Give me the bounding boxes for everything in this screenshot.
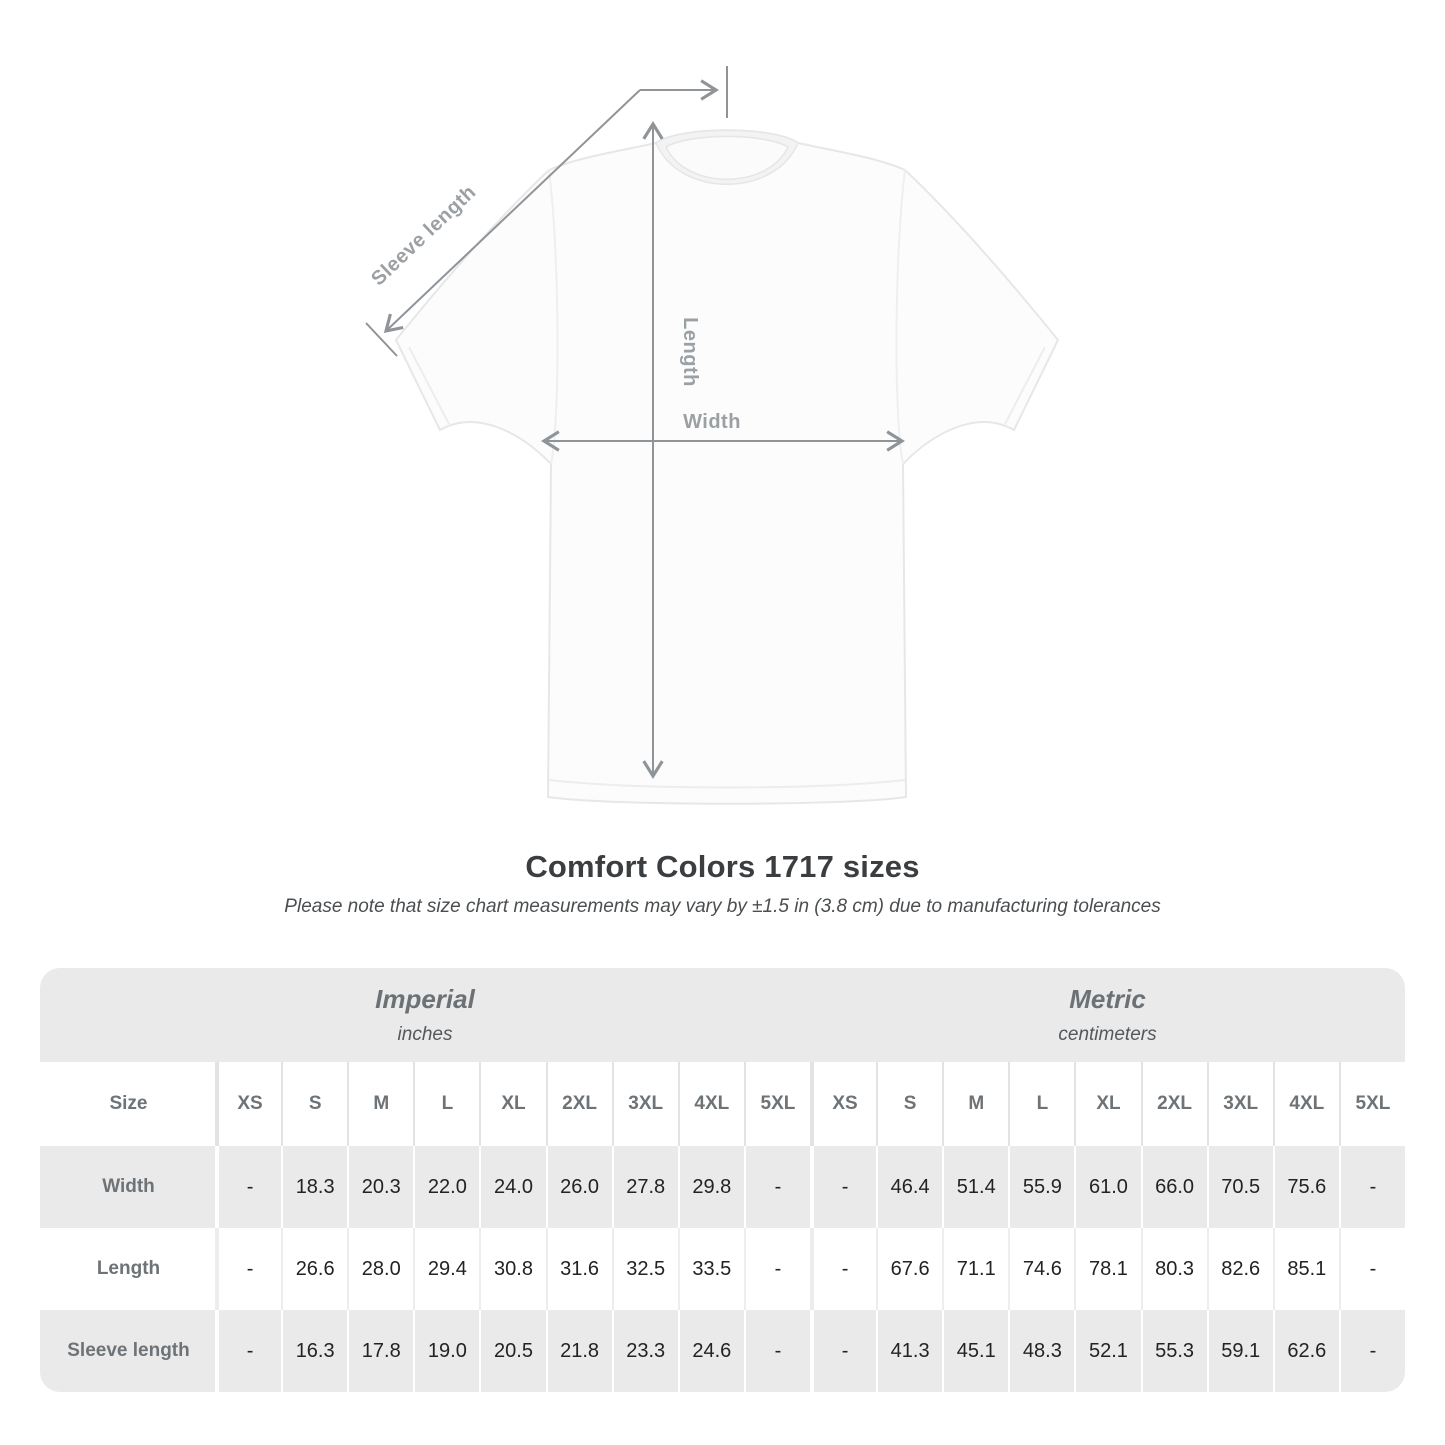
value-cell: 70.5: [1207, 1146, 1273, 1228]
size-header-M: M: [347, 1062, 413, 1146]
unit-group-label: Imperial: [375, 984, 475, 1014]
size-header-4XL: 4XL: [1273, 1062, 1339, 1146]
size-header-row: [40, 1062, 1405, 1146]
value-cell: 46.4: [876, 1146, 942, 1228]
value-cell: -: [810, 1228, 876, 1310]
table-row: [40, 1146, 1405, 1228]
value-cell: 52.1: [1074, 1310, 1140, 1392]
value-cell: -: [744, 1228, 810, 1310]
size-header-2XL: 2XL: [546, 1062, 612, 1146]
value-cell: 29.8: [678, 1146, 744, 1228]
value-cell: 19.0: [413, 1310, 479, 1392]
value-cell: 23.3: [612, 1310, 678, 1392]
unit-group-sublabel: inches: [397, 1024, 453, 1045]
size-header-S: S: [876, 1062, 942, 1146]
value-cell: 20.5: [479, 1310, 545, 1392]
value-cell: 33.5: [678, 1228, 744, 1310]
size-header-2XL: 2XL: [1141, 1062, 1207, 1146]
sleeve-length-label: Sleeve length: [367, 181, 481, 291]
value-cell: 71.1: [942, 1228, 1008, 1310]
value-cell: 16.3: [281, 1310, 347, 1392]
value-cell: 29.4: [413, 1228, 479, 1310]
value-cell: -: [744, 1310, 810, 1392]
size-header-L: L: [1008, 1062, 1074, 1146]
value-cell: 61.0: [1074, 1146, 1140, 1228]
value-cell: -: [810, 1146, 876, 1228]
value-cell: -: [744, 1146, 810, 1228]
table-row: [40, 1228, 1405, 1310]
size-header-4XL: 4XL: [678, 1062, 744, 1146]
size-table: [40, 968, 1405, 1392]
value-cell: 24.6: [678, 1310, 744, 1392]
value-cell: 78.1: [1074, 1228, 1140, 1310]
unit-group-label: Metric: [1069, 984, 1146, 1014]
value-cell: 82.6: [1207, 1228, 1273, 1310]
value-cell: -: [810, 1310, 876, 1392]
size-header-5XL: 5XL: [744, 1062, 810, 1146]
value-cell: 32.5: [612, 1228, 678, 1310]
value-cell: 31.6: [546, 1228, 612, 1310]
value-cell: 74.6: [1008, 1228, 1074, 1310]
value-cell: -: [1339, 1146, 1405, 1228]
size-table-container: [40, 968, 1405, 1392]
value-cell: 67.6: [876, 1228, 942, 1310]
size-header-M: M: [942, 1062, 1008, 1146]
value-cell: 28.0: [347, 1228, 413, 1310]
row-label: Sleeve length: [67, 1340, 190, 1361]
row-label: Length: [96, 1258, 161, 1279]
value-cell: -: [215, 1146, 281, 1228]
value-cell: 55.3: [1141, 1310, 1207, 1392]
value-cell: 59.1: [1207, 1310, 1273, 1392]
value-cell: 22.0: [413, 1146, 479, 1228]
value-cell: 41.3: [876, 1310, 942, 1392]
size-header-5XL: 5XL: [1339, 1062, 1405, 1146]
value-cell: 20.3: [347, 1146, 413, 1228]
tolerance-note: Please note that size chart measurements may vary by ±1.5 in (3.8 cm) due to manufacturing tolerances: [284, 896, 1161, 917]
table-row: [40, 1310, 1405, 1392]
row-label: Width: [102, 1176, 155, 1197]
tshirt-image: [396, 130, 1058, 804]
value-cell: 26.6: [281, 1228, 347, 1310]
value-cell: -: [1339, 1310, 1405, 1392]
sleeve-end-tick: [366, 323, 397, 356]
value-cell: 55.9: [1008, 1146, 1074, 1228]
unit-group-imperial: [40, 968, 810, 1062]
size-header-3XL: 3XL: [612, 1062, 678, 1146]
value-cell: 85.1: [1273, 1228, 1339, 1310]
value-cell: 62.6: [1273, 1310, 1339, 1392]
value-cell: 66.0: [1141, 1146, 1207, 1228]
unit-group-metric: [810, 968, 1405, 1062]
value-cell: -: [1339, 1228, 1405, 1310]
length-label: Length: [679, 317, 701, 387]
size-header-XS: XS: [215, 1062, 281, 1146]
value-cell: 27.8: [612, 1146, 678, 1228]
size-header-L: L: [413, 1062, 479, 1146]
value-cell: 26.0: [546, 1146, 612, 1228]
unit-band-row: [40, 968, 1405, 1062]
value-cell: -: [215, 1228, 281, 1310]
size-header-XS: XS: [810, 1062, 876, 1146]
value-cell: 45.1: [942, 1310, 1008, 1392]
size-header-XL: XL: [479, 1062, 545, 1146]
value-cell: 21.8: [546, 1310, 612, 1392]
value-cell: 51.4: [942, 1146, 1008, 1228]
page-title: Comfort Colors 1717 sizes: [525, 849, 920, 884]
size-header-XL: XL: [1074, 1062, 1140, 1146]
value-cell: 17.8: [347, 1310, 413, 1392]
size-header-S: S: [281, 1062, 347, 1146]
value-cell: -: [215, 1310, 281, 1392]
unit-group-sublabel: centimeters: [1058, 1024, 1157, 1045]
width-label: Width: [683, 411, 741, 433]
size-header-label: Size: [109, 1093, 148, 1114]
value-cell: 24.0: [479, 1146, 545, 1228]
value-cell: 18.3: [281, 1146, 347, 1228]
value-cell: 48.3: [1008, 1310, 1074, 1392]
value-cell: 80.3: [1141, 1228, 1207, 1310]
value-cell: 30.8: [479, 1228, 545, 1310]
value-cell: 75.6: [1273, 1146, 1339, 1228]
size-header-3XL: 3XL: [1207, 1062, 1273, 1146]
